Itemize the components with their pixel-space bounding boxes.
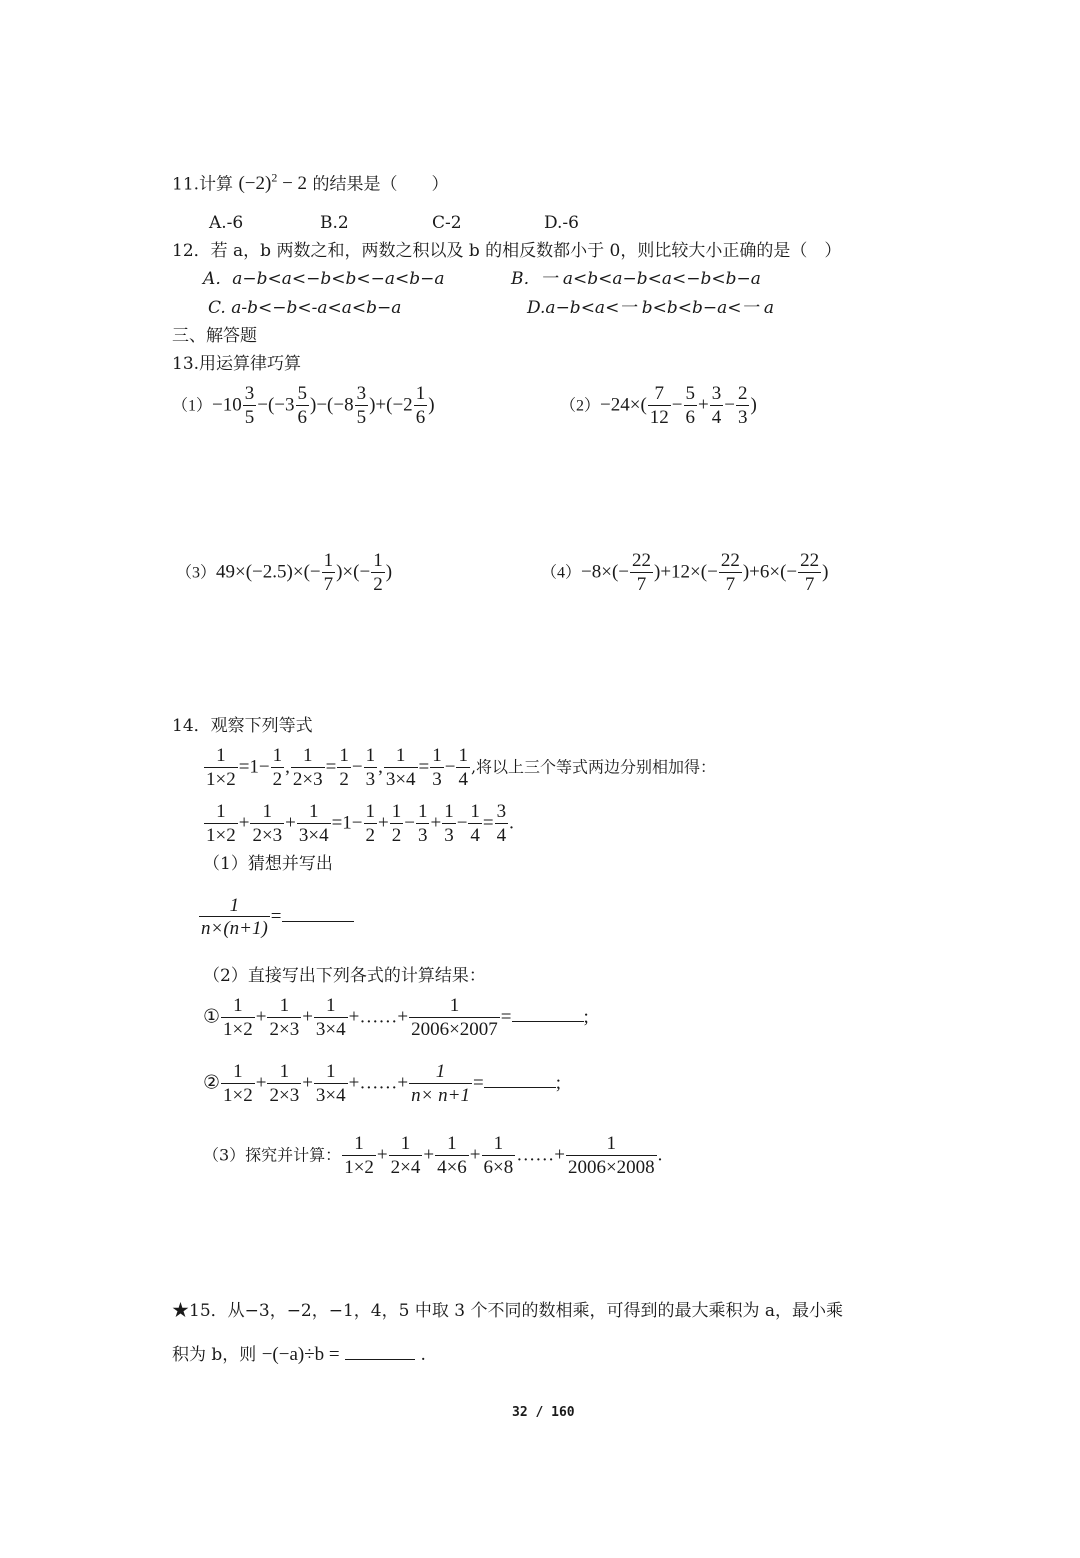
answer-blank — [512, 1021, 584, 1022]
q11-stem: 11.计算 $(-2)^2 - 2$ 的结果是（ ） — [172, 171, 449, 195]
q13-title: 13.用运算律巧算 — [172, 354, 302, 374]
fraction: $\frac{1}{2}$ — [272, 745, 283, 790]
fraction: $\frac{1}{2\times 3}$ — [252, 801, 283, 846]
fraction: $\frac{1}{2}$ — [339, 745, 349, 790]
q15-line1: ★15．从−3，−2，−1，4，5 中取 3 个不同的数相乘，可得到的最大乘积为 a，最小乘 — [172, 1301, 844, 1321]
fraction: $\frac{1}{6}$ — [415, 383, 426, 428]
answer-blank — [484, 1087, 556, 1088]
fraction: $\frac{1}{2\times 4}$ — [390, 1133, 421, 1178]
fraction: $\frac{2}{3}$ — [737, 383, 748, 428]
q14-title: 14．观察下列等式 — [172, 716, 313, 736]
fraction: $\frac{7}{12}$ — [649, 383, 669, 428]
fraction: $\frac{5}{6}$ — [685, 383, 695, 428]
fraction: $\frac{1}{7}$ — [323, 550, 334, 595]
q14-part1-label: （1）猜想并写出 — [203, 854, 333, 874]
q11-option-c: C-2 — [432, 213, 462, 233]
fraction: $\frac{1}{1\times 2}$ — [344, 1133, 374, 1178]
q12-option-c: C. a-b<−b<-a<a<b−a — [208, 298, 402, 318]
fraction: $\frac{1}{1\times 2}$ — [223, 1061, 253, 1106]
fraction: $\frac{3}{4}$ — [711, 383, 722, 428]
fraction: $\frac{1}{n\times(n+1)}$ — [201, 895, 268, 939]
fraction: $\frac{1}{2006\times 2007}$ — [411, 995, 498, 1040]
q14-observation-line: $\frac{1}{1\times 2}$ =1− $\frac{1}{2}$ , $\frac{1}{2\times 3}$ = $\frac{1}{2}$ − $\frac{1}{3}$ , $\frac{1}{3\times 4}$ = $\frac{1}{3}$ − $\frac{1}{4}$ ,将以上三个等式两边分别相加得： — [206, 745, 717, 790]
fraction: $\frac{1}{3\times 4}$ — [298, 801, 329, 846]
fraction: $\frac{1}{3\times 4}$ — [315, 995, 346, 1040]
page-number: 32 / 160 — [512, 1405, 575, 1420]
fraction: $\frac{1}{2}$ — [391, 801, 402, 846]
q14-part3: （3）探究并计算： $\frac{1}{1\times 2}$ + $\frac{1}{2\times 4}$ + $\frac{1}{4\times 6}$ + $\frac{1}{6\times 8}$ ……+ $\frac{1}{2006\times 2008}$ . — [203, 1133, 663, 1178]
q11-option-b: B.2 — [320, 213, 349, 233]
fraction: $\frac{1}{3}$ — [417, 801, 428, 846]
q11-option-a: A.-6 — [209, 213, 244, 233]
q12-stem: 12．若 a，b 两数之和，两数之积以及 b 的相反数都小于 0，则比较大小正确的是（ ） — [172, 241, 842, 261]
q11-option-d: D.-6 — [544, 213, 579, 233]
fraction: $\frac{1}{3\times 4}$ — [315, 1061, 346, 1106]
q13-part4: （4）−8×(− $\frac{22}{7}$ )+12×(− $\frac{22}{7}$ )+6×(− $\frac{22}{7}$ ) — [541, 550, 829, 595]
fraction: $\frac{1}{2\times 3}$ — [269, 995, 300, 1040]
q12-option-b: B．一 a<b<a−b<a<−b<b−a — [511, 269, 761, 289]
q14-sum-line: $\frac{1}{1\times 2}$ + $\frac{1}{2\times 3}$ + $\frac{1}{3\times 4}$ =1− $\frac{1}{2}$ + $\frac{1}{2}$ − $\frac{1}{3}$ + $\frac{1}{3}$ − $\frac{1}{4}$ = $\frac{3}{4}$ . — [206, 801, 514, 846]
fraction: $\frac{3}{5}$ — [356, 383, 367, 428]
fraction: $\frac{22}{7}$ — [800, 550, 820, 595]
fraction: $\frac{1}{n\times n+1}$ — [411, 1061, 470, 1106]
fraction: $\frac{1}{1\times 2}$ — [223, 995, 253, 1040]
q13-part2: （2）−24×( $\frac{7}{12}$ − $\frac{5}{6}$ + $\frac{3}{4}$ − $\frac{2}{3}$ ) — [560, 383, 757, 428]
fraction: $\frac{3}{5}$ — [244, 383, 255, 428]
fraction: $\frac{1}{3}$ — [444, 801, 454, 846]
fraction: $\frac{1}{6\times 8}$ — [483, 1133, 514, 1178]
q14-item1: ① $\frac{1}{1\times 2}$ + $\frac{1}{2\times 3}$ + $\frac{1}{3\times 4}$ +……+ $\frac{1}{2006\times 2007}$ = ; — [203, 995, 589, 1040]
fraction: $\frac{1}{4}$ — [470, 801, 480, 846]
fraction: $\frac{1}{3\times 4}$ — [385, 745, 416, 790]
fraction: $\frac{1}{2\times 3}$ — [269, 1061, 300, 1106]
fraction: $\frac{1}{2\times 3}$ — [292, 745, 323, 790]
fraction: $\frac{1}{1\times 2}$ — [206, 801, 236, 846]
q14-item2: ② $\frac{1}{1\times 2}$ + $\frac{1}{2\times 3}$ + $\frac{1}{3\times 4}$ +……+ $\frac{1}{n\times n+1}$ = ; — [203, 1061, 561, 1106]
fraction: $\frac{1}{2006\times 2008}$ — [567, 1133, 655, 1178]
fraction: $\frac{1}{2}$ — [365, 801, 376, 846]
answer-blank — [345, 1359, 415, 1360]
fraction: $\frac{22}{7}$ — [720, 550, 740, 595]
q14-part2-label: （2）直接写出下列各式的计算结果： — [203, 966, 486, 986]
fraction: $\frac{1}{1\times 2}$ — [206, 745, 236, 790]
q15-line2: 积为 b，则 −(−a)÷b = . — [172, 1344, 426, 1365]
fraction: $\frac{1}{4}$ — [458, 745, 468, 790]
fraction: $\frac{1}{3}$ — [365, 745, 376, 790]
fraction: $\frac{1}{3}$ — [432, 745, 442, 790]
q13-part1: （1）−10 $\frac{3}{5}$ −(−3 $\frac{5}{6}$ )−(−8 $\frac{3}{5}$ )+(−2 $\frac{1}{6}$ ) — [172, 383, 435, 428]
q14-guess-expression: $\frac{1}{n\times(n+1)}$ = — [198, 896, 354, 939]
q12-option-a: A．a−b<a<−b<b<−a<b−a — [203, 269, 445, 289]
answer-blank — [282, 921, 354, 922]
fraction: $\frac{5}{6}$ — [297, 383, 307, 428]
q13-part3: （3）49×(−2.5)×(− $\frac{1}{7}$ )×(− $\frac{1}{2}$ ) — [176, 550, 393, 595]
fraction: $\frac{22}{7}$ — [632, 550, 651, 595]
q15-expression: −(−a)÷b = — [261, 1344, 340, 1365]
fraction: $\frac{1}{4\times 6}$ — [437, 1133, 467, 1178]
q12-option-d: D.a−b<a<一 b<b<b−a<一 a — [527, 298, 775, 318]
section-heading: 三、解答题 — [172, 326, 257, 346]
fraction: $\frac{3}{4}$ — [496, 801, 507, 846]
fraction: $\frac{1}{2}$ — [373, 550, 383, 595]
q11-expression: $(-2)^2 - 2$ — [238, 171, 308, 195]
